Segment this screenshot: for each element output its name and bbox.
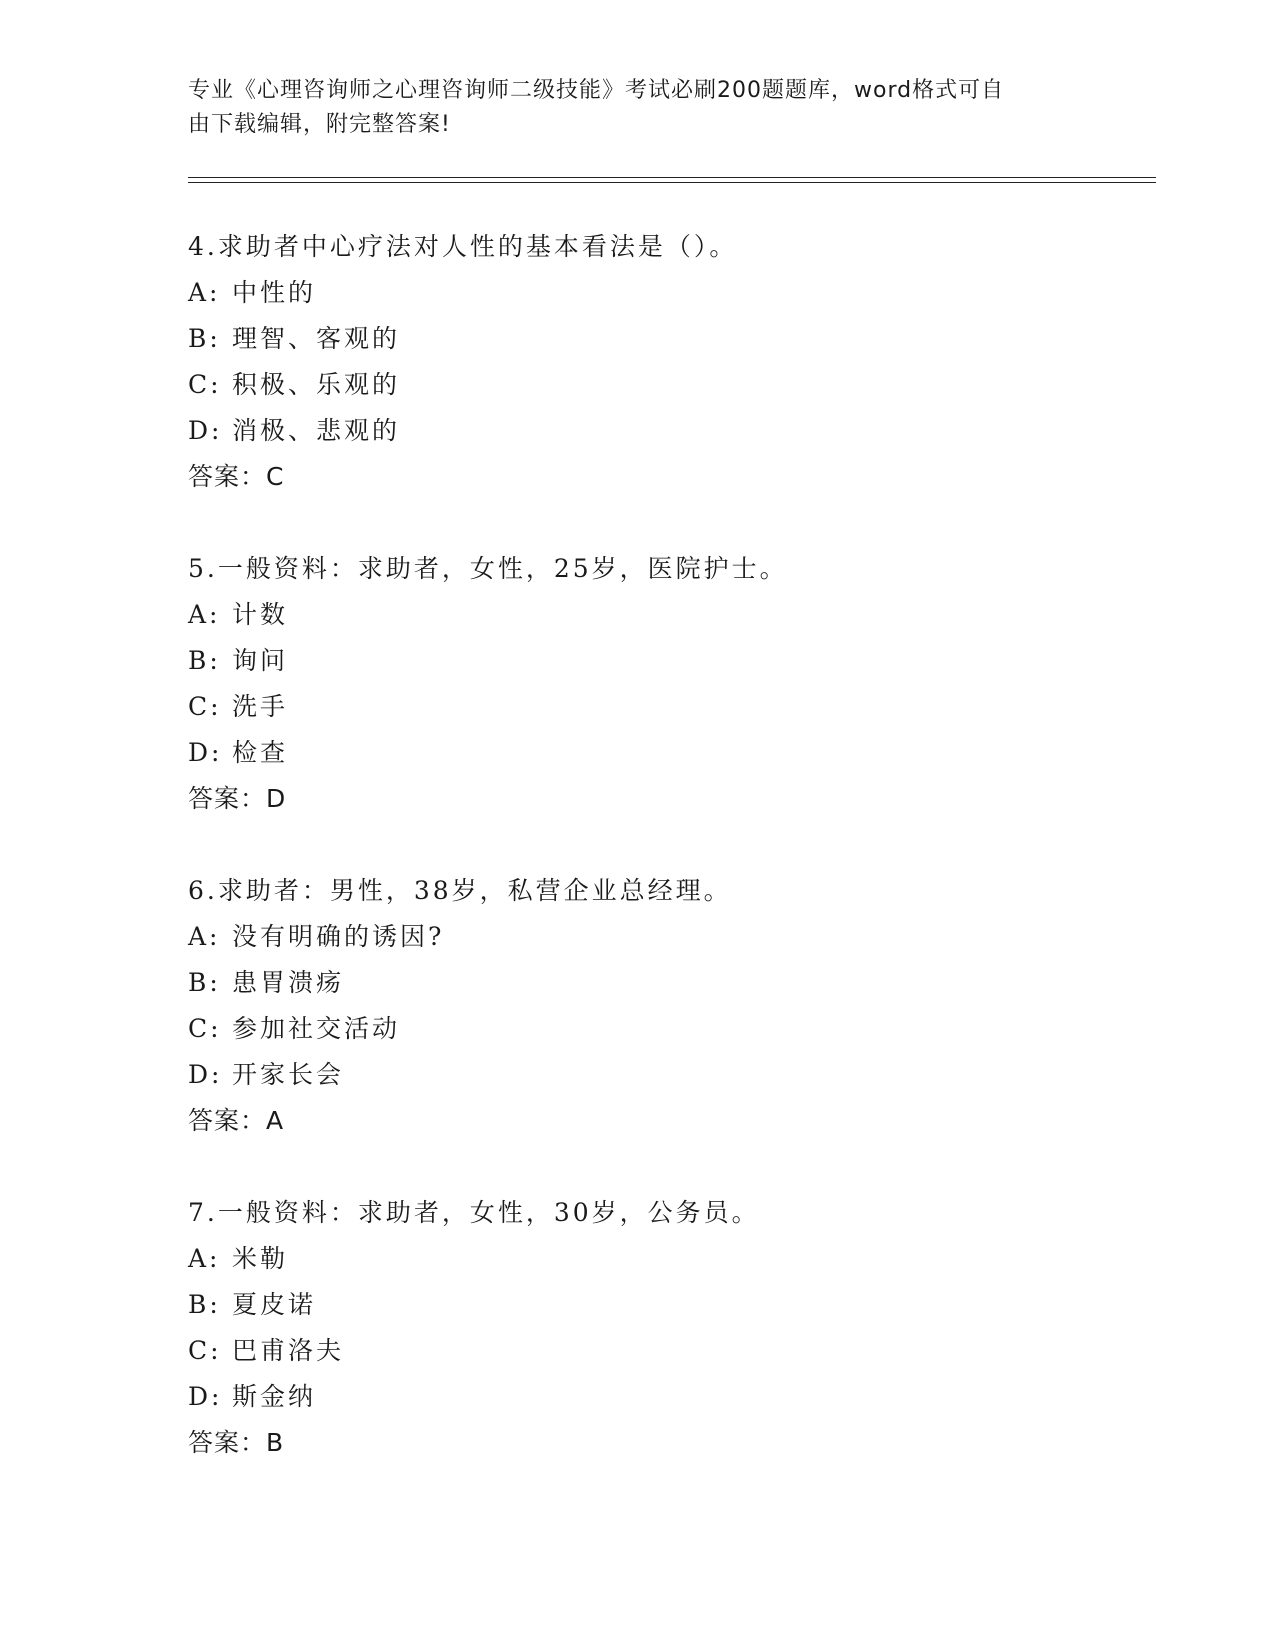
- option-a: [188, 592, 1148, 638]
- option-text: 患胃溃疡: [232, 968, 345, 997]
- header-line-2: 由下载编辑，附完整答案!: [188, 112, 451, 137]
- option-letter: C:: [188, 1014, 222, 1043]
- option-b: [188, 316, 1148, 362]
- header-divider-bottom: [188, 182, 1156, 183]
- option-letter: A:: [188, 278, 221, 307]
- question-5: [188, 546, 1148, 822]
- option-letter: B:: [188, 324, 221, 353]
- question-stem: 5.一般资料：求助者，女性，25岁，医院护士。: [188, 554, 788, 583]
- option-letter: B:: [188, 646, 221, 675]
- option-letter: D:: [188, 1382, 223, 1411]
- option-c: [188, 684, 1148, 730]
- option-b: [188, 638, 1148, 684]
- option-a: [188, 914, 1148, 960]
- option-a: [188, 1236, 1148, 1282]
- option-text: 中性的: [232, 278, 317, 307]
- answer-line: 答案：A: [188, 1106, 285, 1135]
- option-text: 夏皮诺: [232, 1290, 317, 1319]
- option-text: 开家长会: [232, 1060, 345, 1089]
- option-text: 斯金纳: [232, 1382, 317, 1411]
- option-letter: A:: [188, 600, 221, 629]
- option-c: [188, 362, 1148, 408]
- question-7: [188, 1190, 1148, 1466]
- option-letter: D:: [188, 1060, 223, 1089]
- option-letter: C:: [188, 1336, 222, 1365]
- option-a: [188, 270, 1148, 316]
- question-stem: 7.一般资料：求助者，女性，30岁，公务员。: [188, 1198, 760, 1227]
- option-text: 米勒: [232, 1244, 289, 1273]
- option-text: 消极、悲观的: [232, 416, 401, 445]
- question-6: [188, 868, 1148, 1144]
- option-b: [188, 1282, 1148, 1328]
- option-text: 没有明确的诱因?: [232, 922, 445, 951]
- question-stem: 4.求助者中心疗法对人性的基本看法是（）。: [188, 232, 738, 261]
- option-d: [188, 1052, 1148, 1098]
- option-letter: D:: [188, 416, 223, 445]
- option-text: 计数: [232, 600, 289, 629]
- option-letter: A:: [188, 1244, 221, 1273]
- option-text: 参加社交活动: [232, 1014, 401, 1043]
- question-stem: 6.求助者：男性，38岁，私营企业总经理。: [188, 876, 732, 905]
- option-b: [188, 960, 1148, 1006]
- option-text: 询问: [232, 646, 289, 675]
- option-letter: A:: [188, 922, 221, 951]
- option-letter: C:: [188, 370, 222, 399]
- header-divider-top: [188, 177, 1156, 178]
- option-text: 洗手: [232, 692, 289, 721]
- question-4: [188, 224, 1148, 500]
- option-d: [188, 1374, 1148, 1420]
- option-text: 理智、客观的: [232, 324, 401, 353]
- option-text: 检查: [232, 738, 289, 767]
- answer-line: 答案：D: [188, 784, 287, 813]
- option-d: [188, 408, 1148, 454]
- option-c: [188, 1006, 1148, 1052]
- option-d: [188, 730, 1148, 776]
- option-c: [188, 1328, 1148, 1374]
- answer-line: 答案：C: [188, 462, 285, 491]
- answer-line: 答案：B: [188, 1428, 285, 1457]
- option-text: 积极、乐观的: [232, 370, 401, 399]
- header-line-1: 专业《心理咨询师之心理咨询师二级技能》考试必刷200题题库，word格式可自: [188, 78, 1005, 103]
- option-letter: C:: [188, 692, 222, 721]
- document-header: [188, 74, 1088, 142]
- option-letter: D:: [188, 738, 223, 767]
- option-text: 巴甫洛夫: [232, 1336, 345, 1365]
- option-letter: B:: [188, 1290, 221, 1319]
- option-letter: B:: [188, 968, 221, 997]
